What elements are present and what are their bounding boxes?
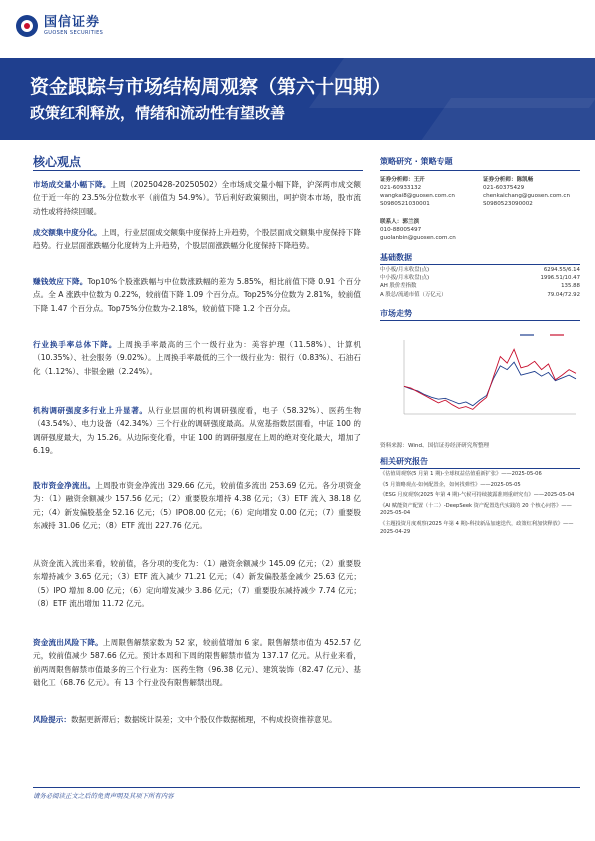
analyst-block: 证券分析师：陈凯畅 021-60375429 chenkaichang@guosen.com.cn S0980523090002 — [483, 177, 571, 207]
related-item[interactable]: 《估值周观察(5 月第 1 期)-全球权益估值重新扩张》——2025-05-06 — [380, 471, 542, 477]
series-line-1 — [404, 349, 576, 409]
related-list — [380, 471, 580, 536]
disclaimer: 请务必阅读正文之后的免责声明及其项下所有内容 — [33, 792, 174, 800]
sidebar-divider — [380, 468, 580, 469]
related-item[interactable]: 《5 月策略观点-如何配置企，如何找弹性》——2025-05-05 — [380, 481, 521, 488]
paragraph: 机构调研强度多行业上升显著。从行业层面的机构调研强度看，电子（58.32%）、医药生物（43.54%）、电力设备（42.34%）三个行业的调研强度最高。从宽基指数层面看，中证 100 的调研强度最大，为 15.26。从边际变化看，中证 100 的调研强度在上周的绝对变化最大，增加了 6.19。 — [33, 406, 362, 456]
sidebar-divider — [380, 264, 580, 265]
paragraph: 从资金流入流出来看，较前值，各分项的变化为：（1）融资余额减少 145.09 亿元；（2）重要股东增持减少 3.65 亿元；（3）ETF 流入减少 71.21 亿元；（4）新发偏股基金减少 25.63 亿元；（5）IPO 增加 8.00 亿元；（6）定向增发减少 3.86 亿元；（7）重要股东减持减少 7.74 亿元；（8）ETF 流出增加 11.72 亿元。 — [33, 559, 361, 609]
logo-icon — [16, 15, 38, 37]
sidebar-divider — [380, 320, 580, 321]
section-title: 核心观点 — [33, 155, 82, 169]
report-subtitle: 政策红利释放，情绪和流动性有望改善 — [30, 104, 286, 122]
basic-data-table — [380, 266, 580, 299]
data-row: 中小板/月末收盘(点) 6294.55/6.14 — [380, 267, 580, 273]
logo-name: 国信证券 — [44, 15, 101, 30]
paragraph: 赚钱效应下降。Top10%个股涨跌幅与中位数涨跌幅的差为 5.85%，相比前值下降 0.91 个百分点。全 A 涨跌中位数为 0.22%，较前值下降 1.09 个百分点。Top25%分位数为 2.81%，较前值下降 1.47 个百分点。Top75%分位数为-2.18%，较前值下降 1.2 个百分点。 — [33, 277, 362, 313]
company-logo — [16, 12, 103, 40]
paragraph: 股市资金净流出。上周股市资金净流出 329.66 亿元，较前值多流出 253.69 亿元。各分项资金为：（1）融资余额减少 157.56 亿元；（2）重要股东增持 4.38 亿元；（3）ETF 流入 38.18 亿元；（4）新发偏股基金 52.16 亿元；（5）IPO8.00 亿元；（6）定向增发 0.00 亿元；（7）重要股东减持 31.06 亿元；（8）ETF 流出 227.76 亿元。 — [33, 481, 362, 531]
market-trend-chart — [380, 330, 580, 430]
section-divider — [33, 170, 363, 171]
paragraph: 行业换手率总体下降。上周换手率最高的三个一级行业为：美容护理（11.58%）、计算机（10.35%）、社会服务（9.02%）。上周换手率最低的三个一级行业为：银行（0.83%）、石油石化（1.12%）、非银金融（2.24%）。 — [33, 340, 361, 376]
related-item[interactable]: 《AI 赋能资产配置（十二）-DeepSeek 资产配置迭代实践的 20 个核心问答》——2025-05-04 — [380, 502, 572, 517]
related-title: 相关研究报告 — [380, 457, 428, 466]
data-row: AH 股价差指数 135.88 — [380, 283, 580, 290]
paragraph: 风险提示：数据更新滞后；数据统计误差；文中个股仅作数据梳理，不构成投资推荐意见。 — [33, 715, 337, 724]
data-row: 中小扳/月末收盘(点) 1996.51/10.47 — [380, 275, 580, 282]
related-item[interactable]: 《主题投资月度观察(2025 年第 4 期)-科技新品加速迭代，政策红利加快释放》——2025-04-29 — [380, 520, 574, 535]
related-item[interactable]: 《ESG 月度观察(2025 年第 4 期)-气候可持续披露准则重研究有》——2025-05-04 — [380, 492, 575, 499]
paragraph: 成交额集中度分化。上周，行业层面成交额集中度保持上升趋势，个股层面成交额集中度保持下降趋势。行业层面涨跌幅分化度转为上升趋势，个股层面涨跌幅分化度保持下降趋势。 — [33, 228, 362, 251]
sidebar-divider — [380, 170, 580, 171]
footer-divider — [33, 787, 580, 788]
analyst-block: 证券分析师：王开 021-60933132 wangkai8@guosen.com.cn S0980521030001 — [380, 177, 455, 207]
data-row: A 股总/流通市值（万亿元） 79.04/72.92 — [380, 291, 580, 298]
paragraph: 市场成交量小幅下降。上周（20250428-20250502）全市场成交量小幅下降，沪深两市成交额位于近一年的 23.5%分位数水平（前值为 54.9%）。节后利好政策频出，呵护资本市场，股市流动性或将持续回暖。 — [33, 180, 361, 216]
title-banner — [0, 58, 595, 140]
logo-english: GUOSEN SECURITIES — [44, 30, 104, 36]
chart-source: 资料来源：Wind、国信证券经济研究所整理 — [380, 443, 490, 449]
market-trend-title: 市场走势 — [380, 309, 412, 318]
report-title: 资金跟踪与市场结构周观察（第六十四期） — [30, 76, 392, 98]
basic-data-title: 基础数据 — [380, 253, 412, 262]
paragraph: 资金流出风险下降。上周限售解禁家数为 52 家，较前值增加 6 家。限售解禁市值为 452.57 亿元，较前值减少 587.66 亿元。预计本周和下周的限售解禁市值为 137.17 亿元。从行业来看，前两周限售解禁市值最多的三个行业为：医药生物（96.38 亿元）、建筑装饰（82.47 亿元）、基础化工（68.76 亿元）。有 13 个行业没有限售解禁出现。 — [33, 638, 362, 688]
contact-block: 联系人：郭兰滨 010-88005497 guolanbin@guosen.com.cn — [380, 219, 456, 241]
report-type: 策略研究 · 策略专题 — [380, 157, 453, 166]
